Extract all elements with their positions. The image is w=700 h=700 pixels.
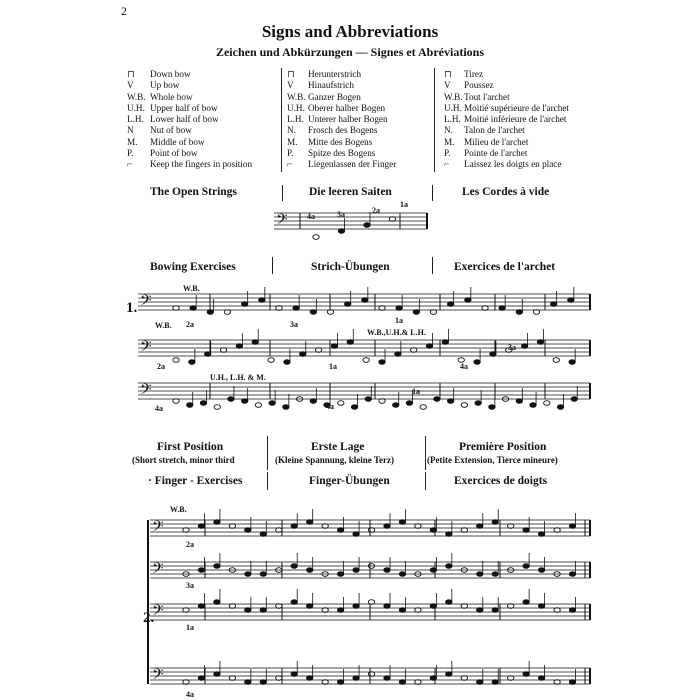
string-label: 1a [412,387,420,396]
note-head [291,672,297,677]
note-head [310,399,316,404]
bass-clef-icon: 𝄢 [140,292,152,313]
first-position-sub-en: (Short stretch, minor third [132,455,235,465]
notation-text [155,200,516,699]
note-head [364,223,370,228]
note-head [420,405,426,410]
note-head [236,344,242,349]
legend-text: Milieu de l'archet [464,136,529,147]
legend-text: Pointe de l'archet [464,148,528,159]
legend-symbol: V [287,80,294,91]
note-head [446,600,452,605]
note-head [362,298,368,303]
finger-heading-en: · Finger - Exercises [148,475,243,487]
note-head [490,352,496,357]
note-head [446,532,452,537]
legend-symbol: ⌐ [287,159,293,170]
note-head [430,676,436,681]
note-head [499,306,505,311]
note-head [291,600,297,605]
legend-symbol: P. [444,148,451,159]
note-head [260,532,266,537]
legend-symbol: ⊓ [287,69,295,79]
legend-text: Down bow [150,69,191,79]
note-head [245,528,251,533]
page-number: 2 [121,4,127,18]
note-head [516,399,522,404]
note-head [241,399,247,404]
note-head [291,524,297,529]
note-head [492,572,498,577]
legend-symbol: L.H. [287,114,304,125]
note-head [569,608,575,613]
bass-clef-icon: 𝄢 [152,666,164,687]
legend-symbol: U.H. [444,102,462,113]
note-head [399,680,405,685]
note-head [384,676,390,681]
legend-text: Mitte des Bogens [308,136,373,147]
legend-text: Tout l'archet [464,91,510,102]
note-head [569,360,575,365]
legend-symbol: M. [287,136,298,147]
note-head [477,524,483,529]
legend-text: Unterer halber Bogen [308,114,388,125]
note-head [396,306,402,311]
note-head [557,405,563,410]
legend-symbol: N. [444,125,453,136]
note-head [523,600,529,605]
bass-clef-icon: 𝄢 [152,602,164,623]
string-label: 3a [290,320,298,329]
note-head [293,306,299,311]
legend-symbol: W.B. [127,91,146,102]
note-head [190,306,196,311]
note-head [492,680,498,685]
legend-symbol: ⊓ [444,69,452,79]
legend-text: Spitze des Bogens [308,148,376,159]
note-head [337,608,343,613]
note-head [173,358,179,363]
note-head [550,302,556,307]
note-head [474,360,480,365]
note-head [214,672,220,677]
note-head [434,397,440,402]
note-head [338,401,344,406]
bowing-mark: U.H., L.H. & M. [210,373,266,382]
note-head [569,680,575,685]
bass-clef-icon: 𝄢 [152,560,164,581]
note-head [331,344,337,349]
legend-symbol: M. [444,136,455,147]
legend-text: Nut of bow [150,125,192,136]
note-head [337,572,343,577]
note-head [446,564,452,569]
legend-text: Tirez [464,69,484,79]
first-position-sub-fr: (Petite Extension, Tierce mineure) [427,455,558,465]
bass-clef-icon: 𝄢 [276,211,288,232]
legend-text: Talon de l'archet [464,125,525,136]
legend-text: Ganzer Bogen [308,91,361,102]
note-head [426,344,432,349]
bass-clef-icon: 𝄢 [152,518,164,539]
note-head [204,352,210,357]
legend-symbol: P. [287,148,294,159]
bowing-mark: W.B. [170,505,187,514]
note-head [538,604,544,609]
note-head [406,401,412,406]
string-label: 1a [186,623,194,632]
string-label: 3a [186,581,194,590]
note-head [255,403,261,408]
note-head [523,528,529,533]
note-head [530,403,536,408]
legend-text: Point of bow [150,148,198,159]
note-head [384,604,390,609]
note-head [214,564,220,569]
first-position-heading-de: Erste Lage [311,441,365,453]
note-head [306,676,312,681]
string-label: 3a [337,210,345,219]
string-label: 4a [460,362,468,371]
note-head [260,608,266,613]
note-head [189,360,195,365]
string-label: 1a [395,316,403,325]
note-head [413,310,419,315]
legend-text: Moitié inférieure de l'archet [464,114,567,125]
note-head [384,524,390,529]
note-head [338,229,344,234]
legend-symbol: P. [127,148,134,159]
note-head [337,680,343,685]
note-head [241,302,247,307]
note-head [516,310,522,315]
note-head [214,600,220,605]
note-head [198,676,204,681]
note-head [353,676,359,681]
bowing-heading-en: Bowing Exercises [150,261,236,273]
note-head [492,520,498,525]
finger-heading-de: Finger-Übungen [309,475,390,487]
bass-clef-icon: 𝄢 [140,338,152,359]
legend-text: Herunterstrich [308,69,362,79]
legend-text: Lower half of bow [150,114,219,125]
staff-layer [138,213,590,684]
first-position-heading-fr: Première Position [459,441,547,453]
note-head [461,403,467,408]
legend-symbol: V [444,80,451,91]
note-head [306,604,312,609]
note-head [245,608,251,613]
note-head [523,672,529,677]
note-head [571,397,577,402]
note-head [259,298,265,303]
note-head [399,608,405,613]
note-head [465,298,471,303]
string-label: 1a [400,200,408,209]
note-head [430,528,436,533]
bowing-mark: W.B. [183,284,200,293]
legend-symbol: L.H. [127,114,144,125]
note-head [252,340,258,345]
legend-text: Laissez les doigts en place [464,159,562,170]
string-label: 2a [157,362,165,371]
bowing-mark: W.B.,U.H.& L.H. [367,328,426,337]
note-head [538,532,544,537]
legend-text: Liegenlassen der Finger [308,159,397,170]
string-label: 2a [372,206,380,215]
legend-text: Hinaufstrich [308,80,354,91]
string-label: 2a [186,320,194,329]
note-head [430,604,436,609]
note-head [521,344,527,349]
note-head [393,403,399,408]
string-label: 2a [186,540,194,549]
note-head [430,568,436,573]
first-position-sub-de: (Kleine Spannung, kleine Terz) [275,455,395,465]
open-strings-heading-en: The Open Strings [150,186,237,198]
note-head [245,572,251,577]
bowing-mark: W.B. [155,321,172,330]
legend-text: Keep the fingers in position [150,159,253,170]
string-label: 4a [307,212,315,221]
note-head [544,401,550,406]
note-head [313,235,319,240]
note-head [245,680,251,685]
note-head [569,524,575,529]
note-head [260,680,266,685]
note-head [347,340,353,345]
exercise-number: 1. [126,300,138,316]
note-head [283,405,289,410]
legend-symbol: ⊓ [127,69,135,79]
legend-symbol: V [127,80,134,91]
legend-symbol: ⌐ [127,159,133,170]
note-head [187,403,193,408]
note-head [269,401,275,406]
legend-symbol: M. [127,136,138,147]
note-head [537,340,543,345]
note-head [489,405,495,410]
note-head [198,604,204,609]
note-head [477,680,483,685]
page-title: Signs and Abbreviations [261,22,439,41]
note-head [306,568,312,573]
legend-symbol: N. [287,125,296,136]
note-head [337,528,343,533]
note-head [344,302,350,307]
note-head [214,405,220,410]
note-head [538,676,544,681]
string-label: 4a [186,690,194,699]
note-head [538,568,544,573]
note-head [291,564,297,569]
legend-text: Middle of bow [150,136,205,147]
note-head [214,520,220,525]
note-head [477,572,483,577]
bowing-heading-de: Strich-Übungen [311,261,390,273]
note-head [300,352,306,357]
legend-text: Whole bow [150,91,193,102]
string-label: 4a [155,404,163,413]
legend-text: Moitié supérieure de l'archet [464,102,569,113]
note-head [353,604,359,609]
legend-symbol: N [127,125,134,136]
note-head [268,358,274,363]
note-head [207,310,213,315]
note-head [523,564,529,569]
note-head [447,399,453,404]
note-head [446,672,452,677]
note-head [363,358,369,363]
note-head [569,572,575,577]
note-head [228,397,234,402]
note-head [492,608,498,613]
note-head [198,524,204,529]
page-subtitle: Zeichen und Abkürzungen — Signes et Abréviations [215,45,485,59]
note-head [351,405,357,410]
finger-heading-fr: Exercices de doigts [454,475,548,487]
note-head [384,568,390,573]
note-head [553,358,559,363]
note-head [198,568,204,573]
note-head [475,401,481,406]
note-head [260,572,266,577]
string-label: 3a [508,343,516,352]
legend-symbol: W.B. [287,91,306,102]
note-head [568,298,574,303]
legend-text: Oberer halber Bogen [308,102,386,113]
note-head [200,401,206,406]
bowing-heading-fr: Exercices de l'archet [454,261,556,273]
exercise-number: 2. [143,610,155,626]
legend-symbol: U.H. [287,102,305,113]
note-head [306,520,312,525]
legend-text: Upper half of bow [150,102,218,113]
note-head [353,568,359,573]
note-head [310,310,316,315]
legend-symbol: W.B. [444,91,463,102]
note-head [477,608,483,613]
legend-symbol: L.H. [444,114,461,125]
open-strings-heading-de: Die leeren Saiten [309,186,392,198]
string-label: 4a [326,402,334,411]
note-head [442,340,448,345]
legend-symbol: U.H. [127,102,145,113]
note-head [379,360,385,365]
note-head [365,397,371,402]
open-strings-heading-fr: Les Cordes à vide [462,186,550,198]
string-label: 1a [329,362,337,371]
note-head [284,360,290,365]
note-head [353,532,359,537]
note-head [447,302,453,307]
first-position-heading-en: First Position [157,441,224,453]
legend-text: Frosch des Bogens [308,125,378,136]
legend-symbol: ⌐ [444,159,450,170]
legend-text: Up bow [150,80,180,91]
note-head [395,352,401,357]
note-head [399,572,405,577]
legend-text: Poussez [464,80,494,91]
bass-clef-icon: 𝄢 [140,381,152,402]
note-head [399,520,405,525]
